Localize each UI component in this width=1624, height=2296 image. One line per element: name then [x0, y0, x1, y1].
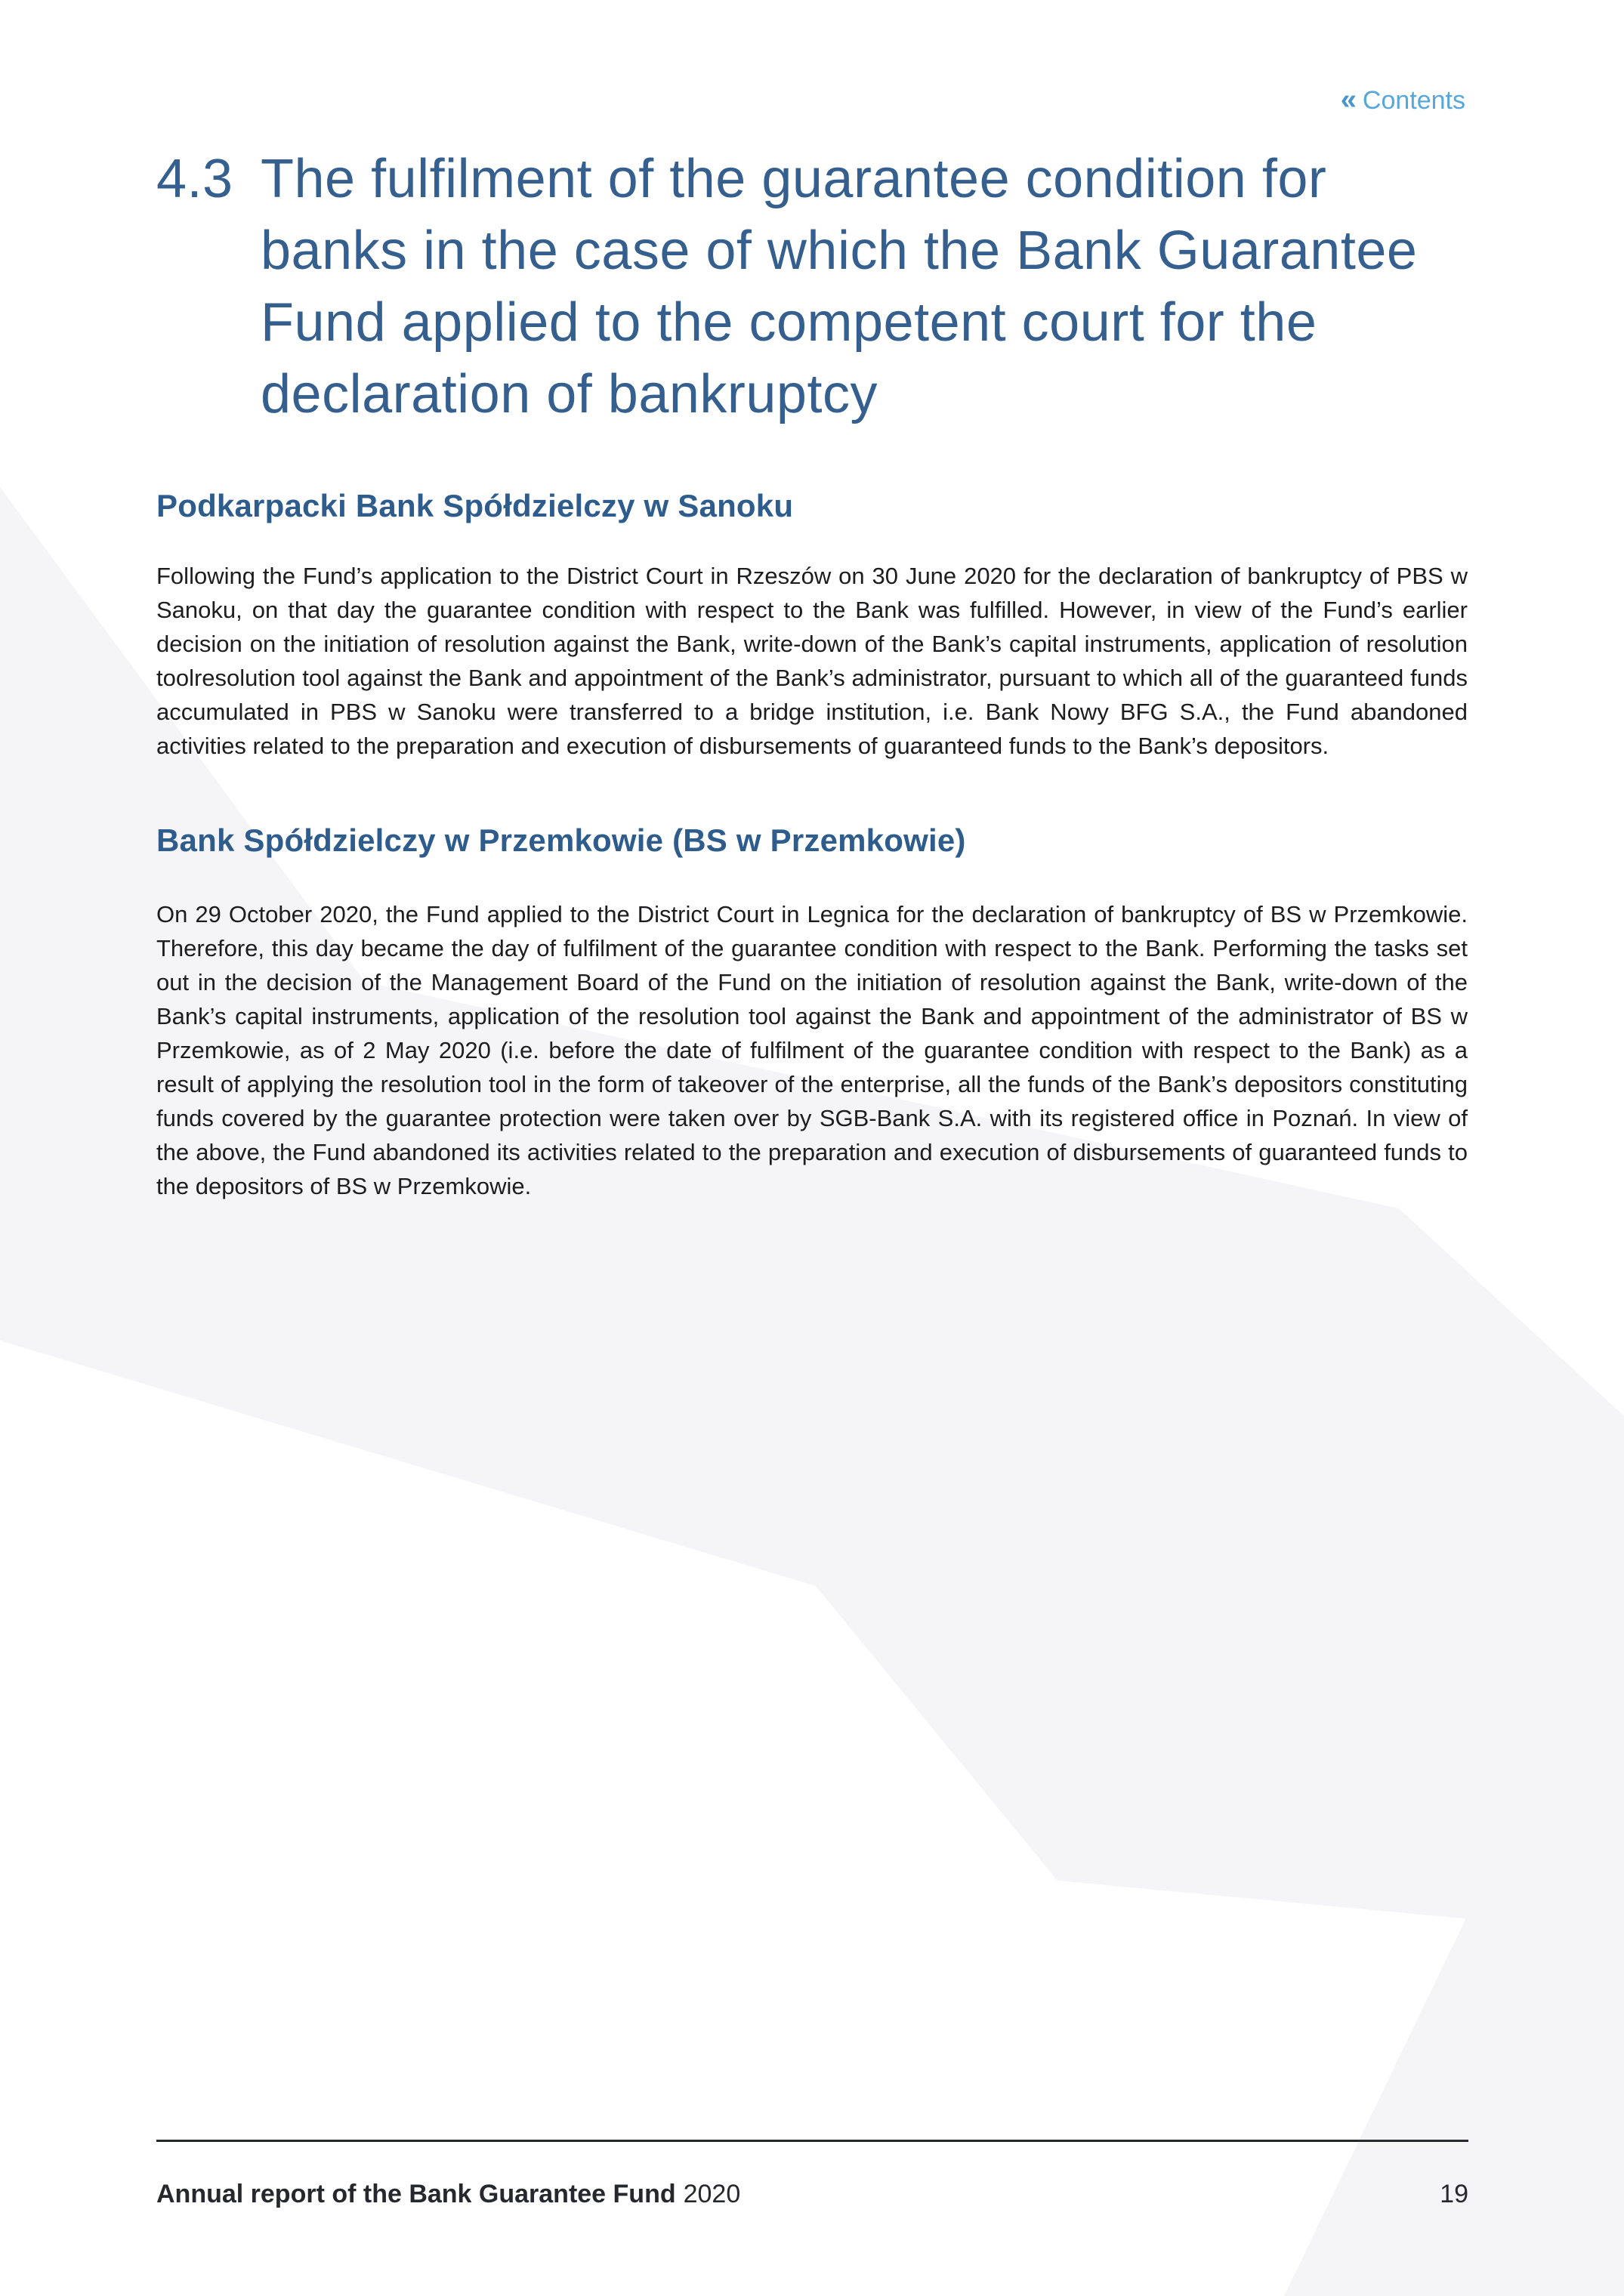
footer-report-year: 2020 [683, 2180, 741, 2208]
section-title-bs-przemkowie: Bank Spółdzielczy w Przemkowie (BS w Przemkowie) [156, 822, 966, 858]
footer-report-title [156, 2178, 740, 2210]
section-body-pbs-sanok: Following the Fund’s application to the District Court in Rzeszów on 30 June 2020 for the declaration of bankruptcy of PBS w Sanoku, on that day the guarantee condition with respect to the Bank was fulfilled. However, in view of the Fund’s earlier decision on the initiation of resolution against the Bank, write-down of the Bank’s capital instruments, application of resolution toolresolution tool against the Bank and appointment of the Bank’s administrator, pursuant to which all of the guaranteed funds accumulated in PBS w Sanoku were transferred to a bridge institution, i.e. Bank Nowy BFG S.A., the Fund abandoned activities related to the preparation and execution of disbursements of guaranteed funds to the Bank’s depositors. [156, 563, 1468, 759]
section-body-bs-przemkowie: On 29 October 2020, the Fund applied to the District Court in Legnica for the declaration of bankruptcy of BS w Przemkowie. Therefore, this day became the day of fulfilment of the guarantee condition with respect to the Bank. Performing the tasks set out in the decision of the Management Board of the Fund on the initiation of resolution against the Bank, write-down of the Bank’s capital instruments, application of the resolution tool against the Bank and appointment of the administrator of BS w Przemkowie, as of 2 May 2020 (i.e. before the date of fulfilment of the guarantee condition with respect to the Bank) as a result of applying the resolution tool in the form of takeover of the enterprise, all the funds of the Bank’s depositors constituting funds covered by the guarantee protection were taken over by SGB-Bank S.A. with its registered office in Poznań. In view of the above, the Fund abandoned its activities related to the preparation and execution of disbursements of guaranteed funds to the depositors of BS w Przemkowie. [156, 901, 1468, 1199]
page-title-line: banks in the case of which the Bank Guarantee [261, 221, 1418, 281]
footer-report-title-bold: Annual report of the Bank Guarantee Fund [156, 2180, 676, 2208]
contents-link-label: Contents [1362, 86, 1465, 115]
footer [156, 2178, 1468, 2210]
page-title-line: Fund applied to the competent court for the [261, 292, 1317, 353]
contents-link[interactable] [1341, 85, 1465, 116]
footer-divider [156, 2140, 1468, 2142]
page-title-line: The fulfilment of the guarantee condition for [261, 149, 1327, 209]
page-number: 19 [1440, 2180, 1468, 2208]
double-chevron-left-icon: « [1340, 84, 1357, 116]
section-title-pbs-sanok: Podkarpacki Bank Spółdzielczy w Sanoku [156, 488, 794, 523]
section-number: 4.3 [156, 149, 233, 209]
page-title-text [261, 144, 1417, 430]
page-title-line: declaration of bankruptcy [261, 364, 878, 424]
page-title [156, 144, 1417, 430]
